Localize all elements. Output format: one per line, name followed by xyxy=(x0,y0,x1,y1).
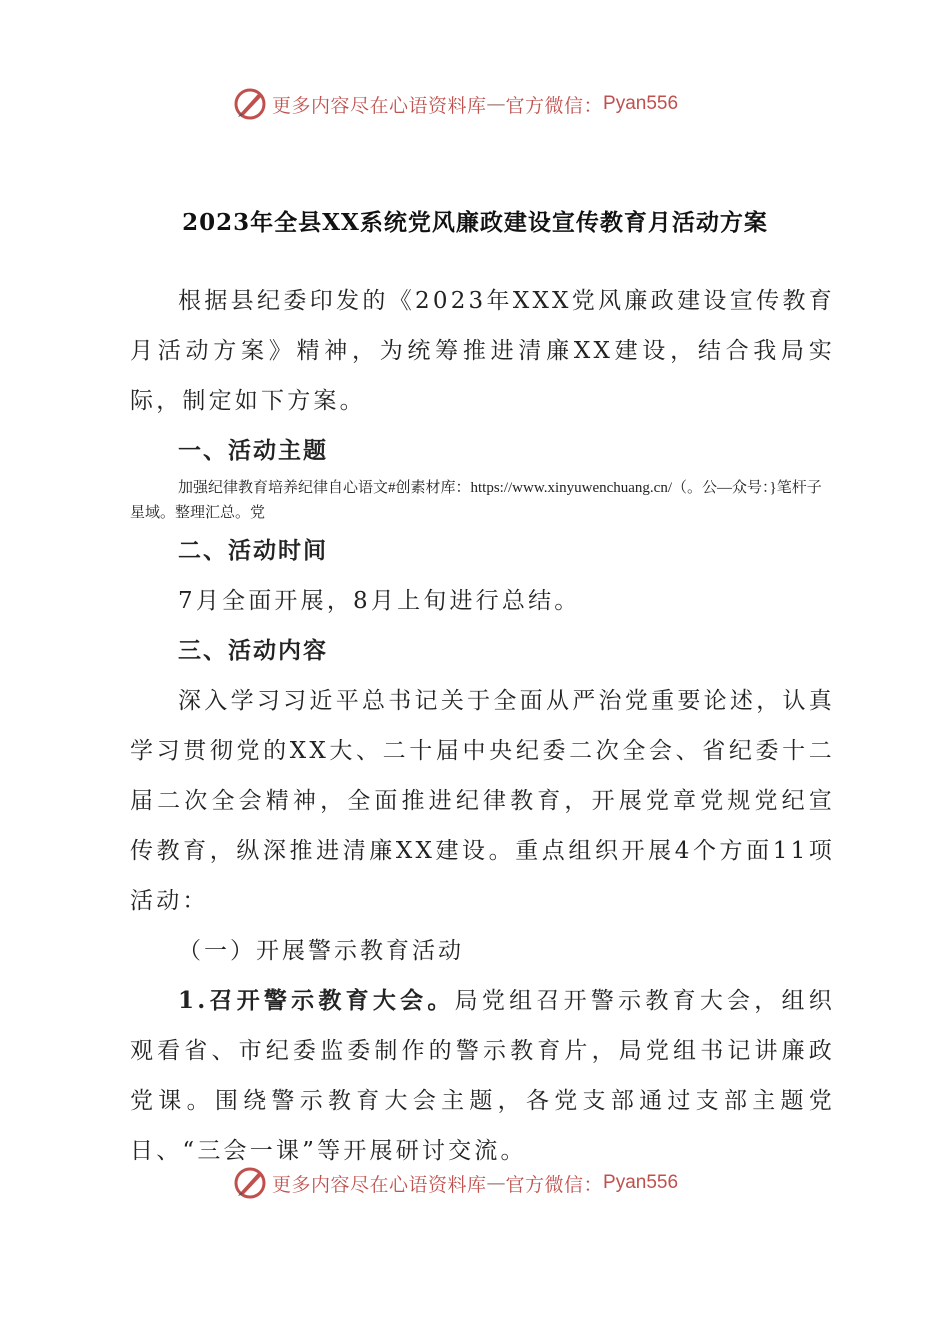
banner-label: 官方微信： xyxy=(505,94,604,117)
footer-banner xyxy=(232,1163,678,1203)
banner-separator: — xyxy=(486,93,506,115)
banner-separator: — xyxy=(486,1172,506,1194)
pen-logo-icon xyxy=(232,86,268,122)
item-paragraph-1 xyxy=(130,976,835,1176)
banner-wechat-code: Pyan556 xyxy=(603,1172,679,1193)
theme-paragraph: 加强纪律教育培养纪律自心语文#创素材库：https://www.xinyuwenchuang.cn/（。公—众号：}笔杆子星域。整理汇总。党 xyxy=(130,480,822,521)
section-heading-theme: 一、活动主题 xyxy=(178,437,328,464)
section-heading-time: 二、活动时间 xyxy=(178,537,328,564)
banner-text: 更多内容尽在心语资料库 xyxy=(272,94,487,117)
header-banner xyxy=(232,84,678,124)
content-paragraph: 深入学习习近平总书记关于全面从严治党重要论述，认真学习贯彻党的XX大、二十届中央纪委二次全会、省纪委十二届二次全会精神，全面推进纪律教育，开展党章党规党纪宣传教育，纵深推进清廉XX建设。重点组织开展4个方面11项活动： xyxy=(130,688,835,914)
document-body xyxy=(130,276,835,1176)
item-lead-1: 1.召开警示教育大会。 xyxy=(178,987,455,1014)
banner-label: 官方微信： xyxy=(505,1173,604,1196)
document-title: 2023年全县XX系统党风廉政建设宣传教育月活动方案 xyxy=(182,209,768,236)
subsection-heading-warning: （一）开展警示教育活动 xyxy=(178,938,464,964)
pen-logo-icon xyxy=(232,1165,268,1201)
item-text-1: 局党组召开警示教育大会，组织观看省、市纪委监委制作的警示教育片，局党组书记讲廉政党课。围绕警示教育大会主题，各党支部通过支部主题党日、“三会一课”等开展研讨交流。 xyxy=(130,988,835,1164)
banner-wechat-code: Pyan556 xyxy=(603,93,679,114)
banner-text: 更多内容尽在心语资料库 xyxy=(272,1173,487,1196)
time-paragraph: 7月全面开展，8月上旬进行总结。 xyxy=(178,588,581,614)
section-heading-content: 三、活动内容 xyxy=(178,637,328,664)
intro-paragraph: 根据县纪委印发的《2023年XXX党风廉政建设宣传教育月活动方案》精神，为统筹推进清廉XX建设，结合我局实际，制定如下方案。 xyxy=(130,288,835,414)
